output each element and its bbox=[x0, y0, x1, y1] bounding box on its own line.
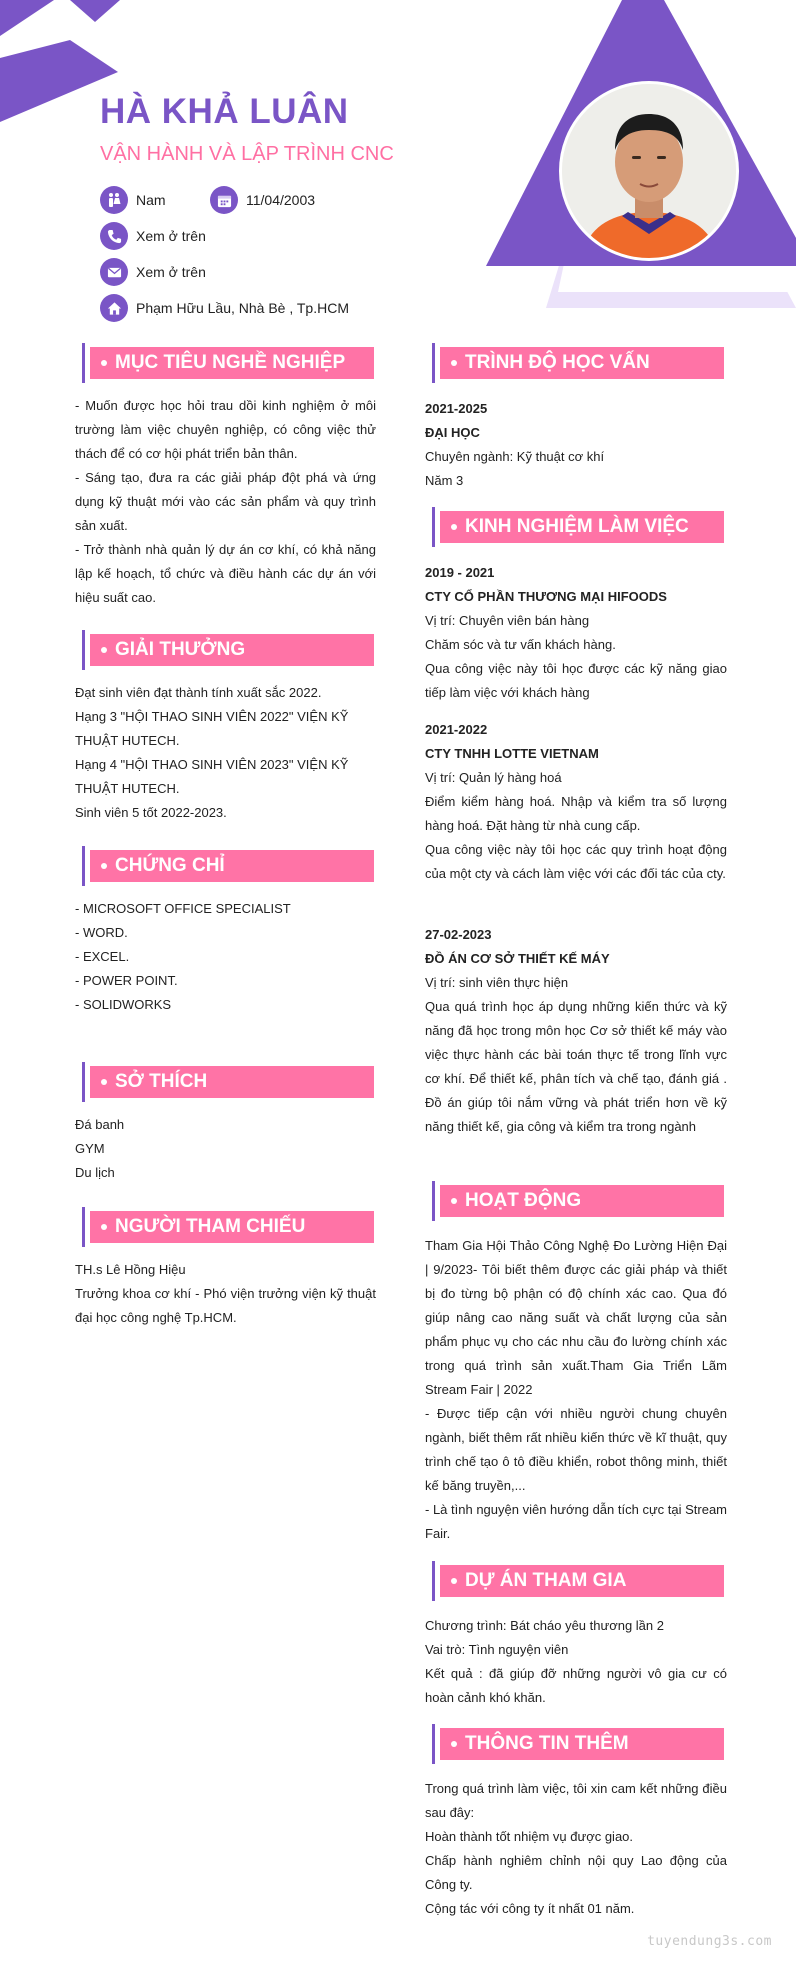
section-title: THÔNG TIN THÊM bbox=[465, 1733, 629, 1754]
gender-icon bbox=[100, 186, 128, 214]
education-school: ĐẠI HỌC bbox=[425, 425, 480, 440]
section-certificates bbox=[82, 850, 374, 882]
certificate-line: - POWER POINT. bbox=[75, 973, 178, 988]
email-row bbox=[100, 258, 206, 286]
section-title: MỤC TIÊU NGHỀ NGHIỆP bbox=[115, 352, 346, 373]
experience-company: ĐỒ ÁN CƠ SỞ THIẾT KẾ MÁY bbox=[425, 951, 610, 966]
project-line: Vai trò: Tình nguyện viên bbox=[425, 1642, 569, 1657]
additional-text bbox=[425, 1777, 727, 1921]
experience-line: Qua quá trình học áp dụng những kiến thức và kỹ năng đã học trong môn học Cơ sở thiết kế máy vào việc thực hành các bài toán thực tế trong lĩnh vực cơ khí. Để thiết kế, phân tích và chế tạo, đánh giá . Đồ án giúp tôi nắm vững và phát triển hơn về kỹ năng thiết kế, gia công và kiểm tra trong ngành bbox=[425, 999, 727, 1134]
section-projects bbox=[432, 1565, 724, 1597]
hobbies-text bbox=[75, 1113, 376, 1185]
gender-row bbox=[100, 186, 166, 214]
references-text bbox=[75, 1258, 376, 1330]
section-title: GIẢI THƯỞNG bbox=[115, 639, 246, 660]
certificates-text bbox=[75, 897, 376, 1017]
experience-line: Vị trí: sinh viên thực hiện bbox=[425, 975, 569, 990]
objective-line: - Muốn được học hỏi trau dồi kinh nghiệm ở môi trường làm việc chuyên nghiệp, có công việc thử thách để có cơ hội phát triển bản thân. bbox=[75, 398, 376, 461]
activity-line: Tham Gia Hội Thảo Công Nghệ Đo Lường Hiện Đại | 9/2023- Tôi biết thêm được các giải pháp và thiết bị đo từng bộ phận có độ chính xác cao. Qua đó giúp nâng cao năng suất và chất lượng của sản phẩm phục vụ cho các nhu cầu đo lường chính xác trong quá trình sản xuất.Tham Gia Triển Lãm Stream Fair | 2022 bbox=[425, 1238, 727, 1397]
experience-line: Chăm sóc và tư vấn khách hàng. bbox=[425, 637, 616, 652]
award-line: Hạng 3 "HỘI THAO SINH VIÊN 2022" VIỆN KỸ THUẬT HUTECH. bbox=[75, 709, 349, 748]
gender-value: Nam bbox=[136, 192, 166, 208]
activities-text bbox=[425, 1234, 727, 1546]
watermark: tuyendung3s.com bbox=[647, 1934, 772, 1949]
experience-company: CTY TNHH LOTTE VIETNAM bbox=[425, 746, 599, 761]
section-objective bbox=[82, 347, 374, 379]
hobby-line: Du lịch bbox=[75, 1165, 115, 1180]
section-hobbies bbox=[82, 1066, 374, 1098]
email-value: Xem ở trên bbox=[136, 264, 206, 280]
experience-line: Qua công việc này tôi học được các kỹ năng giao tiếp làm việc với khách hàng bbox=[425, 661, 727, 700]
job-title: VẬN HÀNH VÀ LẬP TRÌNH CNC bbox=[100, 143, 394, 165]
certificate-line: - WORD. bbox=[75, 925, 128, 940]
experience-line: Vị trí: Quản lý hàng hoá bbox=[425, 770, 562, 785]
section-title: DỰ ÁN THAM GIA bbox=[465, 1570, 627, 1591]
activity-line: - Là tình nguyện viên hướng dẫn tích cực tại Stream Fair. bbox=[425, 1502, 727, 1541]
birthdate-row bbox=[210, 186, 315, 214]
address-row bbox=[100, 294, 349, 322]
section-experience bbox=[432, 511, 724, 543]
objective-line: - Trở thành nhà quản lý dự án cơ khí, có khả năng lập kế hoạch, tổ chức và điều hành các dự án với hiệu suất cao. bbox=[75, 542, 376, 605]
mail-icon bbox=[100, 258, 128, 286]
project-line: Chương trình: Bát cháo yêu thương lần 2 bbox=[425, 1618, 664, 1633]
awards-text bbox=[75, 681, 376, 825]
projects-text bbox=[425, 1614, 727, 1710]
reference-line: TH.s Lê Hồng Hiệu bbox=[75, 1262, 186, 1277]
section-activities bbox=[432, 1185, 724, 1217]
award-line: Đạt sinh viên đạt thành tính xuất sắc 2022. bbox=[75, 685, 322, 700]
section-title: HOẠT ĐỘNG bbox=[465, 1190, 582, 1211]
project-line: Kết quả : đã giúp đỡ những người vô gia cư có hoàn cảnh khó khăn. bbox=[425, 1666, 727, 1705]
experience-item bbox=[425, 718, 727, 886]
hobby-line: GYM bbox=[75, 1141, 105, 1156]
certificate-line: - MICROSOFT OFFICE SPECIALIST bbox=[75, 901, 291, 916]
experience-period: 27-02-2023 bbox=[425, 927, 492, 942]
experience-line: Qua công việc này tôi học các quy trình hoạt động của một cty và cách làm việc với các đối tác của cty. bbox=[425, 842, 727, 881]
section-title: KINH NGHIỆM LÀM VIỆC bbox=[465, 516, 689, 537]
reference-line: Trưởng khoa cơ khí - Phó viện trưởng viện kỹ thuật đại học công nghệ Tp.HCM. bbox=[75, 1286, 376, 1325]
calendar-icon bbox=[210, 186, 238, 214]
education-major: Chuyên ngành: Kỹ thuật cơ khí bbox=[425, 449, 605, 464]
certificate-line: - SOLIDWORKS bbox=[75, 997, 172, 1012]
phone-icon bbox=[100, 222, 128, 250]
award-line: Hạng 4 "HỘI THAO SINH VIÊN 2023" VIỆN KỸ THUẬT HUTECH. bbox=[75, 757, 349, 796]
experience-period: 2021-2022 bbox=[425, 722, 488, 737]
phone-value: Xem ở trên bbox=[136, 228, 206, 244]
activity-line: - Được tiếp cận với nhiều người chung chuyên ngành, biết thêm rất nhiều kiến thức về kĩ thuật, quy trình chế tạo ô tô điều khiển, robot thông minh, thiết kế băng truyền,... bbox=[425, 1406, 727, 1493]
experience-line: Vị trí: Chuyên viên bán hàng bbox=[425, 613, 590, 628]
experience-item bbox=[425, 923, 727, 1139]
additional-line: Trong quá trình làm việc, tôi xin cam kết những điều sau đây: bbox=[425, 1781, 727, 1820]
address-value: Phạm Hữu Lầu, Nhà Bè , Tp.HCM bbox=[136, 300, 349, 316]
award-line: Sinh viên 5 tốt 2022-2023. bbox=[75, 805, 227, 820]
birthdate-value: 11/04/2003 bbox=[246, 192, 316, 208]
additional-line: Cộng tác với công ty ít nhất 01 năm. bbox=[425, 1901, 635, 1916]
section-references bbox=[82, 1211, 374, 1243]
objective-text bbox=[75, 394, 376, 610]
experience-company: CTY CỔ PHẦN THƯƠNG MẠI HIFOODS bbox=[425, 589, 667, 604]
education-text bbox=[425, 397, 727, 493]
section-awards bbox=[82, 634, 374, 666]
section-additional bbox=[432, 1728, 724, 1760]
section-education bbox=[432, 347, 724, 379]
certificate-line: - EXCEL. bbox=[75, 949, 130, 964]
education-year: Năm 3 bbox=[425, 473, 464, 488]
phone-row bbox=[100, 222, 206, 250]
education-period: 2021-2025 bbox=[425, 401, 488, 416]
additional-line: Chấp hành nghiêm chỉnh nội quy Lao động của Công ty. bbox=[425, 1853, 727, 1892]
section-title: NGƯỜI THAM CHIẾU bbox=[115, 1216, 306, 1237]
experience-line: Điểm kiểm hàng hoá. Nhập và kiểm tra số lượng hàng hoá. Đặt hàng từ nhà cung cấp. bbox=[425, 794, 727, 833]
additional-line: Hoàn thành tốt nhiệm vụ được giao. bbox=[425, 1829, 634, 1844]
section-title: TRÌNH ĐỘ HỌC VẤN bbox=[465, 352, 650, 373]
objective-line: - Sáng tạo, đưa ra các giải pháp đột phá và ứng dụng kỹ thuật mới vào các sản phẩm và quy trình sản xuất. bbox=[75, 470, 376, 533]
experience-period: 2019 - 2021 bbox=[425, 565, 495, 580]
section-title: CHỨNG CHỈ bbox=[115, 855, 225, 876]
hobby-line: Đá banh bbox=[75, 1117, 125, 1132]
avatar bbox=[559, 81, 739, 261]
home-icon bbox=[100, 294, 128, 322]
candidate-name: HÀ KHẢ LUÂN bbox=[100, 92, 349, 131]
experience-item bbox=[425, 561, 727, 705]
section-title: SỞ THÍCH bbox=[115, 1071, 208, 1092]
